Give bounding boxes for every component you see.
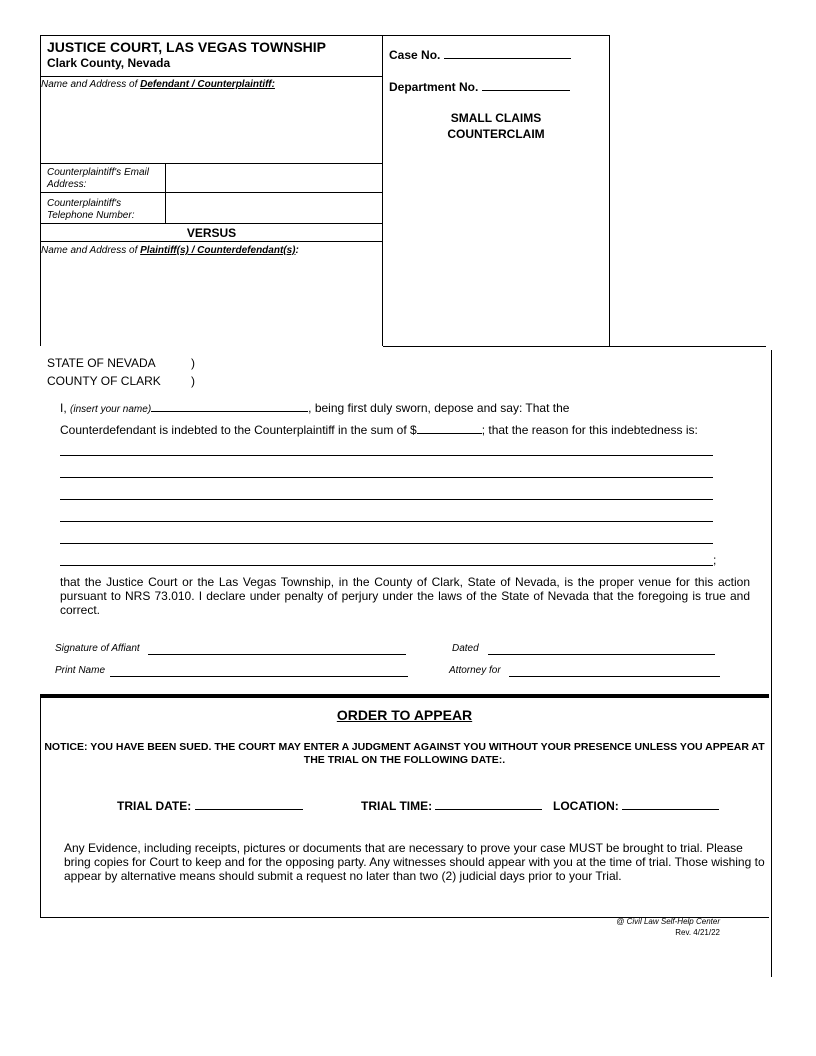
location: LOCATION:: [553, 798, 719, 813]
versus: VERSUS: [186, 226, 237, 240]
phone-label: Counterplaintiff's Telephone Number:: [47, 198, 135, 221]
copyright: @ Civil Law Self-Help Center: [616, 917, 720, 926]
county-paren: ): [191, 374, 195, 388]
attorney-label: Attorney for: [449, 665, 501, 676]
defendant-name-address-field[interactable]: [41, 93, 381, 161]
indebted-line: Counterdefendant is indebted to the Counterplaintiff in the sum of $ ; that the reason for this indebtedness is:: [60, 423, 698, 437]
reason-line[interactable]: [60, 521, 713, 522]
email-label: Counterplaintiff's Email Address:: [47, 167, 149, 190]
dated-blank[interactable]: [488, 654, 715, 655]
trial-time-blank[interactable]: [435, 798, 542, 810]
attorney-blank[interactable]: [509, 676, 720, 677]
form-title-line2: COUNTERCLAIM: [447, 127, 545, 141]
email-phone-divider: [165, 163, 166, 223]
county-of-clark: COUNTY OF CLARK: [47, 374, 161, 388]
reason-line[interactable]: [60, 565, 713, 566]
form-title-line1: SMALL CLAIMS: [450, 111, 542, 125]
rule-above-email: [40, 163, 383, 164]
reason-line[interactable]: [60, 543, 713, 544]
department-no: Department No.: [389, 79, 570, 94]
trial-date-blank[interactable]: [195, 798, 303, 810]
case-no-blank[interactable]: [444, 47, 571, 59]
rule-above-phone: [40, 192, 383, 193]
plaintiff-label: Name and Address of Plaintiff(s) / Counterdefendant(s):: [41, 245, 299, 256]
right-margin-rule: [771, 350, 772, 977]
department-no-blank[interactable]: [482, 79, 570, 91]
trial-time: TRIAL TIME:: [361, 798, 542, 813]
state-paren: ): [191, 356, 195, 370]
order-divider-thick: [40, 694, 769, 698]
defendant-label: Name and Address of Defendant / Counterplaintiff:: [41, 79, 275, 90]
caption-divider: [382, 35, 383, 346]
reason-line[interactable]: [60, 455, 713, 456]
caption-top-border: [40, 35, 610, 36]
reason-line[interactable]: [60, 499, 713, 500]
rule-below-versus: [40, 241, 383, 242]
amount-blank[interactable]: [417, 422, 482, 434]
location-blank[interactable]: [622, 798, 719, 810]
print-name-label: Print Name: [55, 665, 106, 676]
signature-blank[interactable]: [148, 654, 406, 655]
county-name: Clark County, Nevada: [47, 56, 171, 70]
venue-statement: that the Justice Court or the Las Vegas Township, in the County of Clark, State of Nevada, is the proper venue for this action pursuant to NRS 73.010. I declare under penalty of perjury under the laws of the State of Nevada that the foregoing is true and correct.: [60, 575, 750, 617]
court-name: JUSTICE COURT, LAS VEGAS TOWNSHIP: [47, 39, 326, 55]
reason-end-semicolon: ;: [713, 553, 717, 567]
order-left-border: [40, 698, 41, 918]
affiant-name-blank[interactable]: [151, 400, 308, 412]
state-of-nevada: STATE OF NEVADA: [47, 356, 156, 370]
affidavit-top-rule: [383, 346, 766, 347]
email-field[interactable]: [167, 165, 381, 191]
print-name-blank[interactable]: [110, 676, 408, 677]
plaintiff-name-address-field[interactable]: [41, 259, 381, 344]
revision: Rev. 4/21/22: [675, 928, 720, 937]
caption-right-border: [609, 35, 610, 346]
rule-under-court: [40, 76, 383, 77]
dated-label: Dated: [452, 643, 479, 654]
notice-text: NOTICE: YOU HAVE BEEN SUED. THE COURT MAY ENTER A JUDGMENT AGAINST YOU WITHOUT YOUR PRESENCE UNLESS YOU APPEAR AT THE TRIAL ON THE FOLLOWING DATE:.: [44, 741, 765, 766]
affiant-line: I, (insert your name) , being first duly sworn, depose and say: That the: [60, 401, 570, 415]
signature-label: Signature of Affiant: [55, 643, 140, 654]
case-no: Case No.: [389, 47, 571, 62]
rule-above-versus: [40, 223, 383, 224]
phone-field[interactable]: [167, 194, 381, 222]
reason-line[interactable]: [60, 477, 713, 478]
trial-date: TRIAL DATE:: [117, 798, 303, 813]
evidence-text: Any Evidence, including receipts, pictures or documents that are necessary to prove your case MUST be brought to trial. Please bring copies for Court to keep and for the opposing party. Any witnesses should appear with you at the time of trial. Those wishing to appear by alternative means should submit a request no later than two (2) judicial days prior to your Trial.: [64, 841, 765, 883]
order-title: ORDER TO APPEAR: [336, 707, 473, 723]
